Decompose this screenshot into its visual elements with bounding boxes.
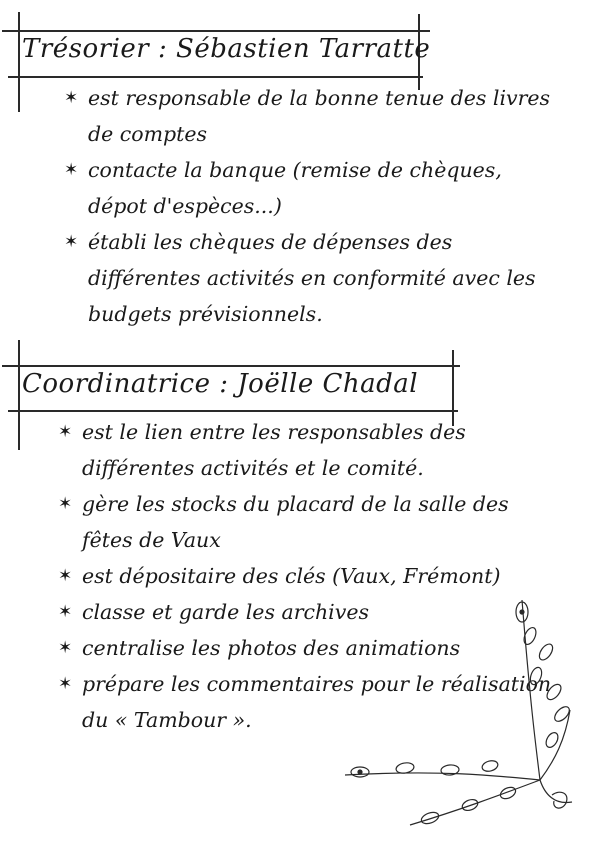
list-item (64, 224, 564, 332)
list-item (58, 486, 558, 558)
list-item (64, 152, 564, 224)
star-bullet-icon: ✶ (58, 422, 73, 442)
star-bullet-icon: ✶ (58, 638, 73, 658)
section2-frame-bottom (8, 410, 458, 412)
list-item-text: établi les chèques de dépenses des différentes activités en conformité avec les budgets prévisionnels. (88, 230, 536, 326)
list-item-text: est responsable de la bonne tenue des livres de comptes (88, 86, 551, 146)
section1-frame-left (18, 12, 20, 112)
star-bullet-icon: ✶ (58, 494, 73, 514)
section1-frame-bottom (8, 76, 423, 78)
list-item-text: est dépositaire des clés (Vaux, Frémont) (82, 564, 501, 588)
section1-frame-top (2, 30, 430, 32)
treasurer-duties-list (64, 80, 564, 332)
section2-frame-top (2, 365, 460, 367)
list-item (58, 414, 558, 486)
list-item-text: centralise les photos des animations (82, 636, 461, 660)
star-bullet-icon: ✶ (58, 566, 73, 586)
section-title-coordinator: Coordinatrice : Joëlle Chadal (22, 369, 419, 399)
star-bullet-icon: ✶ (58, 602, 73, 622)
list-item (58, 558, 558, 594)
list-item-text: prépare les commentaires pour le réalisation du « Tambour ». (82, 672, 552, 732)
section-title-treasurer: Trésorier : Sébastien Tarratte (22, 34, 431, 64)
star-bullet-icon: ✶ (64, 232, 79, 252)
list-item (64, 80, 564, 152)
star-bullet-icon: ✶ (64, 88, 79, 108)
list-item-text: classe et garde les archives (82, 600, 369, 624)
corner-flourish-icon (340, 590, 590, 840)
star-bullet-icon: ✶ (58, 674, 73, 694)
list-item-text: contacte la banque (remise de chèques, dépot d'espèces...) (88, 158, 502, 218)
section2-frame-left (18, 340, 20, 450)
star-bullet-icon: ✶ (64, 160, 79, 180)
list-item-text: est le lien entre les responsables des différentes activités et le comité. (82, 420, 466, 480)
list-item-text: gère les stocks du placard de la salle des fêtes de Vaux (82, 492, 509, 552)
